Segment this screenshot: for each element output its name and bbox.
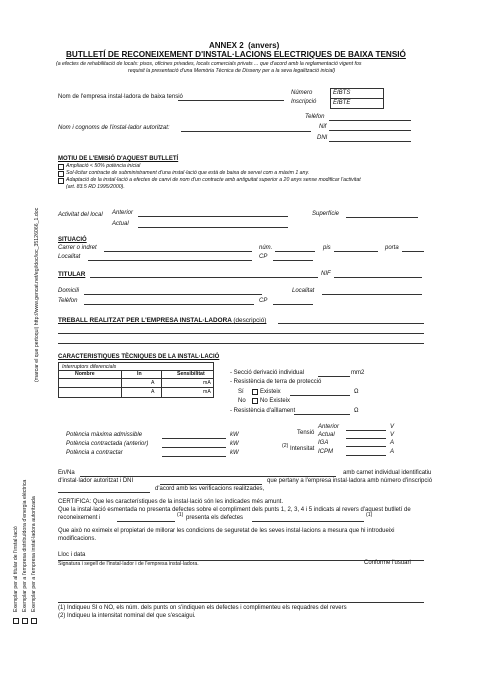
installer-person-field[interactable] bbox=[181, 131, 311, 132]
dni-field[interactable] bbox=[329, 141, 411, 142]
pot-max-field[interactable] bbox=[162, 438, 226, 439]
footnote-2: (2) Indiqueu la intensitat nominal del que s'escaigui. bbox=[58, 613, 196, 619]
situacio-title: SITUACIÓ bbox=[58, 237, 87, 243]
tensio-anterior-label: Anterior bbox=[318, 424, 340, 430]
activitat-anterior-field[interactable] bbox=[138, 216, 288, 217]
inscripcio-field[interactable] bbox=[58, 492, 150, 493]
motiu-option-3-line-2: (art. 83.5 RD 1995/2000). bbox=[66, 184, 125, 190]
intensitat-note: (2) bbox=[282, 443, 289, 449]
company-name-field[interactable] bbox=[178, 100, 284, 101]
situacio-cp-field[interactable] bbox=[273, 260, 313, 261]
copy-titular-checkbox[interactable] bbox=[13, 618, 19, 624]
titular-localitat-field[interactable] bbox=[322, 294, 422, 295]
footnote-1: (1) Indiqueu SI o NO, els núm. dels punts on s'indiquen els defectes i complimenteu els requadres del revers bbox=[58, 605, 347, 611]
que-aixo-line-2: modificacions. bbox=[58, 536, 97, 542]
tensio-anterior-unit: V bbox=[390, 424, 395, 430]
treball-title: TREBALL REALITZAT PER L'EMPRESA INSTAL·LADORA (descripció) bbox=[58, 317, 267, 324]
treball-line-3[interactable] bbox=[58, 343, 424, 344]
porta-field[interactable] bbox=[402, 251, 424, 252]
titular-cp-label: CP bbox=[259, 298, 268, 304]
inscripcio-box[interactable] bbox=[330, 98, 384, 109]
no-existeix-label: No Existeix bbox=[260, 398, 291, 404]
porta-label: porta bbox=[385, 245, 399, 251]
localitat-field[interactable] bbox=[88, 260, 252, 261]
row2-unit-ma: mA bbox=[203, 389, 211, 395]
copy-distribuidora-checkbox[interactable] bbox=[22, 618, 28, 624]
num-field[interactable] bbox=[275, 251, 315, 252]
conforme-label: Conforme l'usuari bbox=[364, 560, 411, 566]
icpm-field[interactable] bbox=[346, 455, 386, 456]
pot-contr-ant-label: Potència contractada (anterior) bbox=[66, 441, 149, 447]
intensitat-label: Intensitat bbox=[290, 446, 315, 452]
defectes-text: Que la instal·lació esmentada no presenta defectes sobre el compliment dels punts 1, 2, 3, 4 i 5 indicats al revers d'aquest butlletí de bbox=[58, 507, 411, 513]
annex-label: ANNEX 2 (anvers) bbox=[209, 41, 280, 50]
signatura-label: Signatura i segell de l'instal·lador i de l'empresa instal·ladora. bbox=[58, 561, 199, 567]
installer-person-label: Nom i cognoms de l'instal·lador autoritzat: bbox=[58, 125, 170, 131]
reconeixement-text: reconeixement i bbox=[58, 515, 101, 521]
situacio-cp-label: CP bbox=[259, 254, 268, 260]
nif-field[interactable] bbox=[329, 130, 411, 131]
carrer-label: Carrer o indret bbox=[58, 245, 97, 251]
pot-a-contr-label: Potència a contractar bbox=[66, 450, 123, 456]
amb-carnet-text: amb carnet individual identificatiu bbox=[343, 470, 432, 476]
resist-aill-field[interactable] bbox=[294, 414, 350, 415]
certificacio-dni-field[interactable] bbox=[160, 484, 262, 485]
iga-field[interactable] bbox=[346, 446, 386, 447]
si-no-field[interactable] bbox=[117, 521, 175, 522]
col-in: In bbox=[137, 371, 142, 377]
col-sensibilitat: Sensibilitat bbox=[177, 371, 205, 377]
dni-text: d'instal·lador autoritzat i DNI bbox=[58, 478, 134, 484]
motiu-option-2: Sol·licitar contracte de subministrament d'una instal·lació que està de baixa de servei com a màxim 1 any. bbox=[66, 170, 310, 176]
icpm-label: ICPM bbox=[318, 449, 333, 455]
margin-vertical-text: (marcar el que pertoqui) http://www.gencat.net/egi/doc/ioc_35126066_1.doc bbox=[34, 207, 40, 382]
titular-telefon-label: Telèfon bbox=[58, 298, 78, 304]
dni-label: DNI bbox=[317, 135, 328, 141]
si-label: Sí bbox=[238, 389, 244, 395]
titular-name-field[interactable] bbox=[90, 277, 318, 278]
presenta-text: presenta els defectes bbox=[186, 515, 244, 521]
num-label: núm. bbox=[259, 245, 273, 251]
verificacions-text: d'acord amb les verificacions realitzades, bbox=[155, 486, 265, 492]
col-nombre: Nombre bbox=[75, 371, 95, 377]
motiu-option-1: Ampliació < 50% potència inicial bbox=[66, 163, 141, 169]
pertany-text: que pertany a l'empresa instal·ladora amb número d'inscripció bbox=[267, 478, 433, 484]
domicili-field[interactable] bbox=[84, 294, 262, 295]
resist-terra-field[interactable] bbox=[290, 395, 350, 396]
pot-a-contr-field[interactable] bbox=[162, 456, 226, 457]
tensio-actual-label: Actual bbox=[318, 432, 335, 438]
diferencials-table bbox=[58, 362, 214, 398]
row1-unit-ma: mA bbox=[203, 380, 211, 386]
resist-aill-ohm: Ω bbox=[354, 408, 359, 414]
domicili-label: Domicili bbox=[58, 288, 79, 294]
carrer-field[interactable] bbox=[104, 251, 252, 252]
motiu-title: MOTIU DE L'EMISIÓ D'AQUEST BUTLLETÍ bbox=[58, 156, 179, 162]
copy-distribuidora-label: Exemplar per a l'empresa distribuïdora d'energia elèctrica bbox=[22, 479, 28, 612]
activitat-anterior-label: Anterior bbox=[112, 210, 134, 216]
seccio-field[interactable] bbox=[318, 376, 350, 377]
nif-label: Nif bbox=[319, 124, 327, 130]
no-label: No bbox=[238, 398, 246, 404]
titular-title: TITULAR bbox=[58, 271, 86, 278]
copy-installadora-label: Exemplar per a l'empresa instal·ladora autoritzada bbox=[31, 496, 37, 612]
seccio-unit: mm2 bbox=[351, 370, 365, 376]
icpm-unit: A bbox=[390, 449, 395, 455]
company-name-label: Nom de l'empresa instal·ladora de baixa tensió bbox=[58, 94, 183, 100]
iga-label: IGA bbox=[318, 440, 329, 446]
localitat-label: Localitat bbox=[58, 254, 81, 260]
existeix-label: Existeix bbox=[260, 389, 281, 395]
certifica-text: CERTIFICA: Que les característiques de la instal·lació són les indicades més amunt. bbox=[58, 499, 283, 505]
resist-terra-ohm: Ω bbox=[354, 389, 359, 395]
que-aixo-line-1: Que això no eximeix el propietari de millorar les condicions de seguretat de les seves instal·lacions a mesura que hi introdueixi bbox=[58, 528, 395, 534]
page-title: BUTLLETÍ DE RECONEIXEMENT D'INSTAL·LACIONS ELECTRIQUES DE BAIXA TENSIÓ bbox=[66, 50, 406, 59]
copy-installadora-checkbox[interactable] bbox=[31, 618, 37, 624]
row2-unit-a: A bbox=[151, 389, 155, 395]
pot-contr-ant-field[interactable] bbox=[162, 447, 226, 448]
tensio-actual-field[interactable] bbox=[346, 438, 386, 439]
diferencials-table-title: Interruptors diferencials bbox=[62, 364, 117, 370]
activitat-actual-field[interactable] bbox=[138, 227, 288, 228]
titular-telefon-field[interactable] bbox=[84, 304, 254, 305]
note-1-ref-a: (1) bbox=[177, 512, 184, 518]
subtitle-line-2: requisit la presentació d'una Memòria Tècnica de Disseny per a la seva legalització inicial) bbox=[128, 68, 336, 74]
copy-titular-label: Exemplar per al titular de l'instal·lació bbox=[13, 526, 19, 612]
titular-nif-label: NIF bbox=[321, 271, 331, 277]
en-na-field[interactable] bbox=[80, 476, 336, 477]
no-existeix-checkbox[interactable] bbox=[252, 398, 258, 404]
seccio-label: - Secció derivació individual bbox=[230, 370, 305, 376]
numero-value: EIBTS bbox=[333, 90, 351, 96]
pot-max-label: Potència màxima admissible bbox=[66, 432, 143, 438]
tensio-actual-unit: V bbox=[390, 432, 395, 438]
note-1-ref-b: (1) bbox=[366, 512, 373, 518]
activitat-label: Activitat del local bbox=[58, 212, 103, 218]
pis-field[interactable] bbox=[334, 251, 378, 252]
caracteristiques-title: CARACTERISTIQUES TÈCNIQUES DE LA INSTAL·LACIÓ bbox=[58, 354, 220, 360]
en-na-label: En/Na bbox=[58, 470, 75, 476]
titular-localitat-label: Localitat bbox=[292, 288, 315, 294]
motiu-option-3: Adaptació de la instal·lació a efectes de canvi de nom d'un contracte amb antiguitat superior a 20 anys sense modificar l'activitat bbox=[66, 177, 361, 183]
motiu-option-1-checkbox[interactable] bbox=[58, 164, 64, 170]
pis-label: pis bbox=[323, 245, 331, 251]
activitat-actual-label: Actual bbox=[112, 221, 129, 227]
superficie-label: Superfície bbox=[312, 211, 340, 217]
telefon-field[interactable] bbox=[329, 120, 411, 121]
resist-terra-label: - Resistència de terra de protecció bbox=[230, 379, 322, 385]
motiu-option-2-checkbox[interactable] bbox=[58, 171, 64, 177]
existeix-checkbox[interactable] bbox=[252, 389, 258, 395]
pot-a-contr-unit: kW bbox=[230, 450, 239, 456]
motiu-option-3-checkbox[interactable] bbox=[58, 178, 64, 184]
treball-line-2[interactable] bbox=[58, 333, 424, 334]
inscripcio-value: EIBTE bbox=[333, 100, 351, 106]
titular-nif-field[interactable] bbox=[334, 277, 422, 278]
defectes-field[interactable] bbox=[252, 521, 364, 522]
subtitle-line-1: (a efectes de rehabilitació de locals: pisos, oficines privades, locals comercials privats ... que d'acord amb la reglamentació vigent fos bbox=[56, 61, 362, 67]
footnote-divider bbox=[58, 602, 424, 603]
numero-label: Número bbox=[291, 90, 313, 96]
pot-max-unit: kW bbox=[230, 432, 239, 438]
tensio-anterior-field[interactable] bbox=[346, 430, 386, 431]
pot-contr-ant-unit: kW bbox=[230, 441, 239, 447]
resist-aill-label: - Resistència d'aïllament bbox=[230, 408, 296, 414]
row1-unit-a: A bbox=[151, 380, 155, 386]
telefon-label: Telèfon bbox=[305, 114, 325, 120]
iga-unit: A bbox=[390, 440, 395, 446]
tensio-label: Tensió bbox=[297, 430, 315, 436]
titular-cp-field[interactable] bbox=[273, 304, 313, 305]
inscripcio-label: Inscripció bbox=[291, 99, 317, 105]
lloc-data-label: Lloc i data bbox=[58, 552, 86, 558]
treball-line-1[interactable] bbox=[278, 323, 424, 324]
superficie-field[interactable] bbox=[346, 217, 418, 218]
